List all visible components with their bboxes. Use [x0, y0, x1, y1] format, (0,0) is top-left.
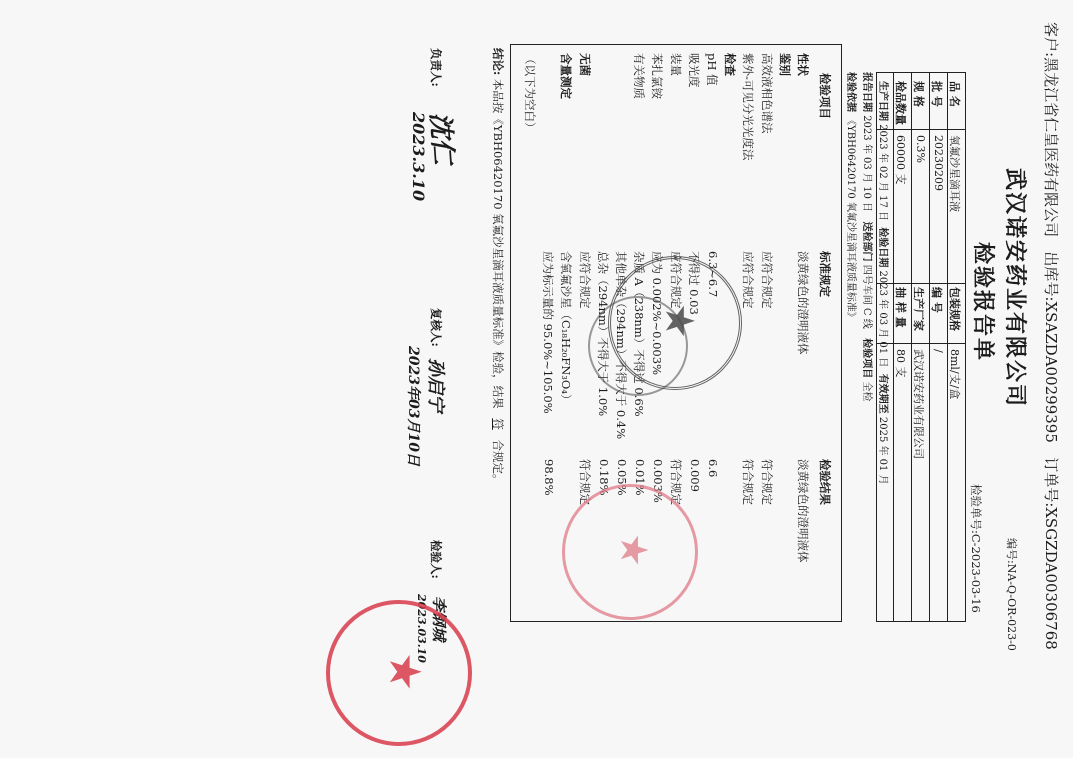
- info-table: [876, 72, 966, 622]
- result-item: 检查: [723, 53, 738, 76]
- result-item: 苯扎氯铵: [650, 53, 665, 99]
- reviewer-signature-block: [428, 308, 444, 347]
- doc-code: [1004, 538, 1020, 651]
- header-standard: 标准规定: [818, 251, 832, 297]
- inspector-label: 检验人:: [429, 540, 443, 579]
- report-number: [968, 484, 984, 613]
- expiry-label: 有效期至: [877, 373, 888, 414]
- conclusion-text-end: 合规定。: [491, 439, 505, 486]
- result-standard: 杂质 A（238nm）不得过 0.6%: [632, 251, 647, 417]
- batch-label: 批 号: [930, 81, 943, 107]
- basis-value: 《YBH06420170 氧氟沙星滴耳液质量标准》: [845, 115, 856, 322]
- report-date-value: 2023 年 03 月 10 日: [861, 115, 872, 212]
- test-item-value: 全检: [861, 381, 872, 402]
- department-value: 四号车间 C 线: [861, 264, 872, 329]
- expiry-value: 2025 年 01 月: [877, 416, 888, 485]
- head-signature-block: [428, 48, 444, 87]
- result-standard: 应符合规定: [577, 251, 592, 309]
- sample-label: 抽 样 量: [894, 287, 907, 328]
- conclusion-result: 符: [491, 418, 505, 430]
- rotated-report-sheet: [14, 10, 1064, 750]
- manufacturer-value: 武汉诺安药业有限公司: [912, 349, 925, 459]
- result-value: 符合规定: [741, 459, 756, 505]
- inspector-signature-block: [428, 540, 444, 579]
- quantity-label: 检品数量: [894, 81, 907, 125]
- result-standard: 淡黄绿色的澄明液体: [796, 251, 810, 355]
- result-item: 高效液相色谱法: [759, 53, 774, 134]
- quality-seal-red-upper: [562, 484, 698, 620]
- result-item: （以下为空白）: [523, 53, 537, 134]
- star-icon: ★: [379, 652, 430, 692]
- result-value: 0.18%: [596, 459, 611, 496]
- result-value: 6.6: [706, 459, 720, 478]
- company-title: 武汉诺安药业有限公司: [1002, 168, 1028, 409]
- result-value: 98.8%: [542, 459, 557, 496]
- outbound-no: XSAZDA00299395: [1042, 301, 1060, 443]
- production-date-label: 生产日期: [877, 81, 888, 121]
- result-item: 无菌: [577, 53, 592, 76]
- sample-value: 80 支: [894, 349, 907, 378]
- star-icon: ★: [656, 303, 702, 339]
- conclusion-text: 本品按《YBH06420170 氧氟沙星滴耳液质量标准》检验，结果: [491, 78, 505, 409]
- reviewer-sign-date: 2023年03月10日: [405, 346, 421, 466]
- seal-stamp-upper: [588, 296, 688, 396]
- doc-code-value: NA-Q-OR-023-0: [1005, 563, 1018, 651]
- test-item-label: 检验项目: [861, 338, 872, 379]
- package-spec-value: 8ml/支/盒: [948, 349, 961, 400]
- result-value: 0.003%: [651, 459, 666, 503]
- order-label: 订单号:: [1042, 457, 1060, 508]
- result-item: 含量测定: [559, 53, 574, 99]
- package-spec-label: 包装规格: [948, 287, 961, 331]
- result-standard: 应为 0.002%~0.003%: [650, 251, 665, 375]
- result-item: pH 值: [705, 53, 719, 86]
- inspection-date-value: 2023 年 03 月 01 日: [877, 270, 888, 368]
- report-date-label: 报告日期: [861, 72, 872, 112]
- result-standard: 6.3~6.7: [706, 251, 720, 298]
- quality-seal-red-lower: [326, 600, 472, 746]
- result-standard: 不得过 0.03: [686, 251, 701, 315]
- inspection-date-label: 检验日期: [877, 227, 888, 268]
- result-standard: 总杂（294nm）不得大于 1.0%: [595, 251, 610, 417]
- result-standard: 应符合规定: [759, 251, 774, 309]
- report-number-label: 检验单号:: [969, 484, 983, 534]
- doc-code-label: 编号:: [1005, 538, 1018, 564]
- extra-dates-row: [877, 81, 892, 485]
- product-name-label: 品 名: [948, 81, 961, 107]
- basis-label: 检验依据: [845, 72, 856, 112]
- production-date-value: 2023 年 02 月 17 日: [877, 124, 888, 221]
- manufacturer-label: 生产厂家: [912, 287, 925, 331]
- conclusion-line: [490, 48, 506, 485]
- reviewer-signature: 孙启宁: [425, 358, 446, 412]
- spec-label: 规 格: [912, 81, 925, 107]
- result-value: 符合规定: [668, 459, 683, 505]
- head-sign-date: 2023.3.10: [409, 112, 428, 202]
- basis-row: [845, 72, 860, 322]
- outbound-label: 出库号:: [1042, 251, 1060, 302]
- conclusion-label: 结论:: [491, 48, 505, 76]
- header-result: 检验结果: [818, 459, 832, 505]
- result-standard: 应符合规定: [668, 251, 683, 309]
- customer-line: [1041, 22, 1062, 650]
- spec-value: 0.3%: [914, 135, 927, 163]
- result-item: 紫外-可见分光光度法: [741, 53, 756, 161]
- result-standard: 应符合规定: [741, 251, 756, 309]
- row-divider: [929, 73, 930, 621]
- department-label: 送检部门: [861, 221, 872, 262]
- result-item: 装量: [668, 53, 683, 76]
- star-icon: ★: [612, 533, 656, 568]
- order-no: XSGZDA00306768: [1042, 507, 1060, 650]
- result-item: 性状: [796, 53, 810, 76]
- reg-no-value: /: [932, 349, 945, 353]
- reviewer-label: 复核人:: [429, 308, 443, 347]
- result-value: 淡黄绿色的澄明液体: [796, 459, 810, 563]
- report-number-value: C-2023-03-16: [969, 533, 983, 613]
- product-name-value: 氧氟沙星滴耳液: [948, 135, 961, 212]
- row-divider: [911, 73, 912, 621]
- quantity-value: 60000 支: [894, 135, 907, 185]
- result-value: 0.009: [687, 459, 702, 492]
- result-item: 有关物质: [632, 53, 647, 99]
- result-standard: 其他单杂（294nm）不得大于 0.4%: [614, 251, 628, 440]
- result-value: 0.01%: [633, 459, 648, 496]
- header-item: 检验项目: [818, 73, 832, 119]
- report-title: 检验报告单: [970, 242, 996, 363]
- report-date-row: [861, 72, 876, 401]
- result-value: 0.05%: [615, 459, 629, 496]
- customer-name: 黑龙江省仁皇医药有限公司: [1042, 57, 1060, 238]
- inspector-signature: 李钢城: [430, 596, 448, 642]
- inspector-sign-date: 2023.03.10: [415, 594, 428, 663]
- result-standard: 应为标示量的 95.0%~105.0%: [541, 251, 556, 414]
- customer-label: 客户:: [1042, 22, 1060, 58]
- reg-no-label: 编 号: [930, 287, 943, 313]
- result-value: 符合规定: [759, 459, 774, 505]
- batch-value: 20230209: [932, 135, 945, 191]
- result-item: 吸光度: [686, 53, 701, 88]
- result-item: 鉴别: [777, 53, 792, 76]
- result-standard: 含氧氟沙星（C₁₈H₂₀FN₃O₄）: [559, 251, 574, 406]
- head-signature: 沈仁: [424, 111, 458, 166]
- head-label: 负责人:: [429, 48, 443, 87]
- result-value: 符合规定: [577, 459, 592, 505]
